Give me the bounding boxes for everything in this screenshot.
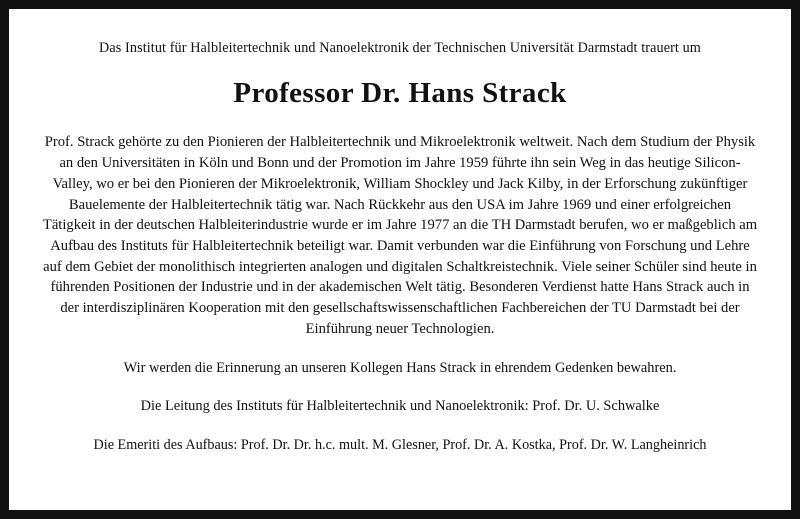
page-title: Professor Dr. Hans Strack [233,77,567,110]
signature-line: Die Leitung des Instituts für Halbleitertechnik und Nanoelektronik: Prof. Dr. U. Schwalke [140,397,660,414]
obituary-content [9,9,791,510]
closing-line: Wir werden die Erinnerung an unseren Kollegen Hans Strack in ehrendem Gedenken bewahren. [123,359,677,376]
biography-text: Prof. Strack gehörte zu den Pionieren der Halbleitertechnik und Mikroelektronik weltweit. Nach dem Studium der Physik an den Universitäten in Köln und Bonn und der Promotion im Jahre 1959 führte ihn sein Weg in das heutige Silicon-Valley, wo er bei den Pionieren der Mikroelektronik, William Shockley und Jack Kilby, in der Erforschung zukünftiger Bauelemente der Halbleitertechnik tätig war. Nach Rückkehr aus den USA im Jahre 1969 und einer erfolgreichen Tätigkeit in der deutschen Halbleiterindustrie wurde er im Jahre 1977 an die TH Darmstadt berufen, wo er maßgeblich am Aufbau des Instituts für Halbleitertechnik beteiligt war. Damit verbunden war die Einführung von Forschung und Lehre auf dem Gebiet der monolithisch integrierten analogen und digitalen Schaltkreistechnik. Viele seiner Schüler sind heute in führenden Positionen der Industrie und in der akademischen Welt tätig. Besonderen Verdienst hatte Hans Strack auch in der interdisziplinären Kooperation mit den gesellschaftswissenschaftlichen Fachbereichen der TU Darmstadt bei der Einführung neuer Technologien. [42,134,758,337]
intro-line: Das Institut für Halbleitertechnik und Nanoelektronik der Technischen Universität Darmstadt trauert um [99,40,701,56]
emeriti-line: Die Emeriti des Aufbaus: Prof. Dr. Dr. h.c. mult. M. Glesner, Prof. Dr. A. Kostka, Prof. Dr. W. Langheinrich [93,436,707,453]
